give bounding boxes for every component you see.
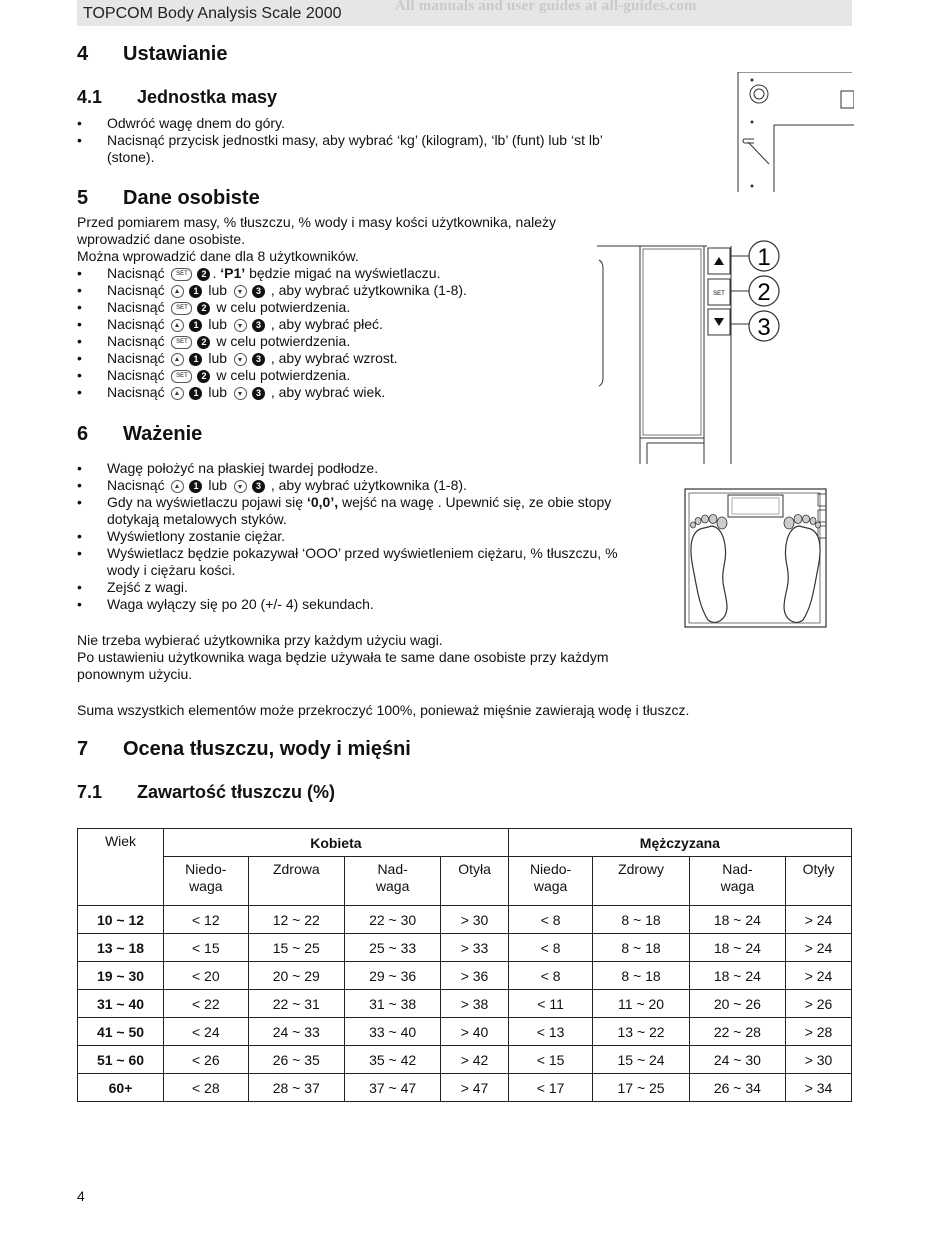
weighing-steps [77,460,677,613]
scale-buttons-figure [597,238,782,468]
section-title: Dane osobiste [123,187,260,209]
table-cell: > 26 [786,990,852,1018]
table-cell: 18 ~ 24 [689,934,785,962]
table-cell: < 24 [164,1018,249,1046]
header-title: TOPCOM Body Analysis Scale 2000 [83,5,342,22]
note-line: Nie trzeba wybierać użytkownika przy każdym użyciu wagi. [77,632,443,648]
table-cell: 37 ~ 47 [344,1074,440,1102]
subheader-line: waga [720,878,755,894]
table-cell: > 30 [441,906,508,934]
number-3-icon: 3 [252,285,265,298]
table-row [78,1074,852,1102]
subheader-cell [248,857,344,906]
list-item: • Nacisnąć 1 lub 3 , aby wybrać płeć. [77,316,637,333]
table-cell: < 8 [508,934,593,962]
personal-data-steps [77,265,637,401]
table-row [78,1018,852,1046]
section-6-heading [77,423,577,447]
header-bar [77,0,852,26]
note-line: ponownym użyciu. [77,666,193,682]
number-1-icon: 1 [189,319,202,332]
down-arrow-button-icon [234,480,247,493]
table-cell: 20 ~ 29 [248,962,344,990]
list-item: • Nacisnąć 1 lub 3 , aby wybrać użytkownika (1-8). [77,282,637,299]
list-item: • Nacisnąć 1 lub 3 , aby wybrać wzrost. [77,350,637,367]
table-cell: < 15 [508,1046,593,1074]
list-item: • Nacisnąć 1 lub 3 , aby wybrać użytkownika (1-8). [77,477,677,494]
list-item: • Nacisnąć SET 2 . ‘P1’ będzie migać na wyświetlaczu. [77,265,637,282]
fat-content-table [77,828,852,1102]
section-5-heading [77,187,577,211]
sum-note: Suma wszystkich elementów może przekroczyć 100%, ponieważ mięśnie zawierają wodę i tłuszcz. [77,702,690,718]
table-cell: 29 ~ 36 [344,962,440,990]
table-cell: 33 ~ 40 [344,1018,440,1046]
subheader-cell [441,857,508,906]
subheader-cell [593,857,689,906]
table-cell: > 24 [786,934,852,962]
list-item-continuation: (stone). [107,149,155,165]
section-title: Jednostka masy [137,87,278,107]
section-title: Ustawianie [123,43,228,65]
callout-2: 2 [757,279,771,306]
table-cell: 8 ~ 18 [593,934,689,962]
table-cell: 8 ~ 18 [593,906,689,934]
list-item: • Nacisnąć SET 2 w celu potwierdzenia. [77,333,637,350]
table-row [78,934,852,962]
list-item: • Wyświetlacz będzie pokazywał ‘OOO’ przed wyświetleniem ciężaru, % tłuszczu, % [77,545,677,562]
table-cell: > 47 [441,1074,508,1102]
list-item-continuation: dotykają metalowych styków. [107,511,287,527]
table-cell: 28 ~ 37 [248,1074,344,1102]
list-item: • Wagę położyć na płaskiej twardej podłodze. [77,460,677,477]
up-arrow-button-icon [171,480,184,493]
subheader-row [78,857,852,906]
table-cell: > 33 [441,934,508,962]
number-1-icon: 1 [189,353,202,366]
subheader-cell [786,857,852,906]
table-cell: > 38 [441,990,508,1018]
list-item: • Nacisnąć SET 2 w celu potwierdzenia. [77,367,637,384]
table-cell: 15 ~ 25 [248,934,344,962]
subheader-line: Zdrowa [272,861,320,877]
up-arrow-button-icon [171,285,184,298]
section-title: Zawartość tłuszczu (%) [137,782,336,802]
list-item: • Nacisnąć przycisk jednostki masy, aby wybrać ‘kg’ (kilogram), ‘lb’ (funt) lub ‘st lb’ [77,132,677,149]
list-item: • Waga wyłączy się po 20 (+/- 4) sekundach. [77,596,677,613]
table-cell: 18 ~ 24 [689,906,785,934]
section-4-heading [77,43,677,67]
subheader-line: waga [533,878,568,894]
table-row [78,962,852,990]
table-cell: 22 ~ 28 [689,1018,785,1046]
down-arrow-button-icon [234,285,247,298]
number-3-icon: 3 [252,319,265,332]
age-cell: 31 ~ 40 [78,990,164,1018]
section-number: 5 [77,187,89,209]
list-item: • Nacisnąć SET 2 w celu potwierdzenia. [77,299,637,316]
table-row [78,990,852,1018]
table-row [78,1046,852,1074]
section-title: Ważenie [123,423,203,445]
table-cell: 22 ~ 31 [248,990,344,1018]
number-1-icon: 1 [189,387,202,400]
subheader-line: Niedo- [185,861,227,877]
intro-line: wprowadzić dane osobiste. [77,231,246,247]
list-item-continuation: wody i ciężaru kości. [107,562,236,578]
table-cell: < 15 [164,934,249,962]
subheader-line: Otyła [458,861,491,877]
table-body [78,906,852,1102]
section-7-1-heading [77,782,677,804]
note-line: Po ustawieniu użytkownika waga będzie używała te same dane osobiste przy każdym [77,649,609,665]
table-cell: 25 ~ 33 [344,934,440,962]
subheader-line: Zdrowy [618,861,664,877]
down-arrow-button-icon [234,387,247,400]
subheader-cell [164,857,249,906]
age-cell: 13 ~ 18 [78,934,164,962]
table-cell: 15 ~ 24 [593,1046,689,1074]
section-number: 7 [77,738,89,760]
intro-line: Przed pomiarem masy, % tłuszczu, % wody i masy kości użytkownika, należy [77,214,557,230]
page-number: 4 [77,1188,85,1204]
women-header: Kobieta [164,829,509,857]
table-cell: 22 ~ 30 [344,906,440,934]
age-cell: 19 ~ 30 [78,962,164,990]
list-item: • Nacisnąć 1 lub 3 , aby wybrać wiek. [77,384,637,401]
section-4-1-heading [77,87,677,109]
subheader-cell [344,857,440,906]
section-number: 4.1 [77,87,103,107]
down-arrow-button-icon [234,319,247,332]
number-1-icon: 1 [189,285,202,298]
subheader-line: waga [189,878,223,894]
table-cell: < 8 [508,906,593,934]
table-cell: > 28 [786,1018,852,1046]
subheader-line: Nad- [722,861,753,877]
table-cell: 8 ~ 18 [593,962,689,990]
table-cell: 26 ~ 35 [248,1046,344,1074]
up-arrow-icon [714,257,724,265]
subheader-cell [689,857,785,906]
subheader-cell [508,857,593,906]
table-cell: 24 ~ 33 [248,1018,344,1046]
table-cell: < 8 [508,962,593,990]
number-2-icon: 2 [197,268,210,281]
table-cell: > 40 [441,1018,508,1046]
table-cell: > 30 [786,1046,852,1074]
men-header: Mężczyzana [508,829,851,857]
section-number: 7.1 [77,782,103,802]
set-button-icon: SET [171,302,192,315]
set-button-icon: SET [171,370,192,383]
table-cell: < 12 [164,906,249,934]
list-item: • Zejść z wagi. [77,579,677,596]
scale-underside-figure [736,72,854,194]
up-arrow-button-icon [171,319,184,332]
table-cell: 24 ~ 30 [689,1046,785,1074]
table-cell: 17 ~ 25 [593,1074,689,1102]
number-2-icon: 2 [197,336,210,349]
set-button-icon: SET [171,336,192,349]
age-cell: 60+ [78,1074,164,1102]
subheader-line: Niedo- [529,861,572,877]
age-cell: 41 ~ 50 [78,1018,164,1046]
number-1-icon: 1 [189,480,202,493]
table-cell: > 24 [786,962,852,990]
section-number: 6 [77,423,89,445]
number-2-icon: 2 [197,370,210,383]
table-cell: > 24 [786,906,852,934]
table-cell: 31 ~ 38 [344,990,440,1018]
up-arrow-button-icon [171,387,184,400]
table-cell: < 13 [508,1018,593,1046]
section-title: Ocena tłuszczu, wody i mięśni [123,738,411,760]
subheader-line: Nad- [377,861,408,877]
up-arrow-button-icon [171,353,184,366]
set-key-label: SET [713,291,725,297]
unit-list [77,115,677,166]
section-7-heading [77,738,677,762]
table-cell: < 22 [164,990,249,1018]
table-cell: > 42 [441,1046,508,1074]
callout-1: 1 [757,244,771,271]
table-cell: 18 ~ 24 [689,962,785,990]
down-arrow-button-icon [234,353,247,366]
feet-on-scale-figure [684,488,829,630]
table-cell: < 28 [164,1074,249,1102]
table-cell: > 34 [786,1074,852,1102]
number-2-icon: 2 [197,302,210,315]
subheader-line: waga [375,878,410,894]
table-cell: 35 ~ 42 [344,1046,440,1074]
table-cell: < 20 [164,962,249,990]
table-cell: 13 ~ 22 [593,1018,689,1046]
table-cell: < 11 [508,990,593,1018]
table-cell: 26 ~ 34 [689,1074,785,1102]
down-arrow-icon [714,318,724,326]
list-item: • Wyświetlony zostanie ciężar. [77,528,677,545]
table-cell: < 26 [164,1046,249,1074]
list-item: • Odwróć wagę dnem do góry. [77,115,677,132]
table-row [78,906,852,934]
table-cell: > 36 [441,962,508,990]
set-button-icon: SET [171,268,192,281]
age-cell: 10 ~ 12 [78,906,164,934]
personal-data-intro [77,214,637,265]
table-cell: 20 ~ 26 [689,990,785,1018]
intro-line: Można wprowadzić dane dla 8 użytkowników. [77,248,359,264]
list-item: • Gdy na wyświetlaczu pojawi się ‘0,0’, wejść na wagę . Upewnić się, ze obie stopy [77,494,677,511]
table-cell: < 17 [508,1074,593,1102]
age-header: Wiek [78,829,164,906]
table-cell: 12 ~ 22 [248,906,344,934]
number-3-icon: 3 [252,387,265,400]
section-number: 4 [77,43,89,65]
subheader-line: Otyły [802,861,835,877]
watermark: All manuals and user guides at all-guides.com [395,0,697,14]
table-cell: 11 ~ 20 [593,990,689,1018]
age-cell: 51 ~ 60 [78,1046,164,1074]
weighing-notes [77,632,777,683]
callout-3: 3 [757,314,771,341]
number-3-icon: 3 [252,353,265,366]
number-3-icon: 3 [252,480,265,493]
